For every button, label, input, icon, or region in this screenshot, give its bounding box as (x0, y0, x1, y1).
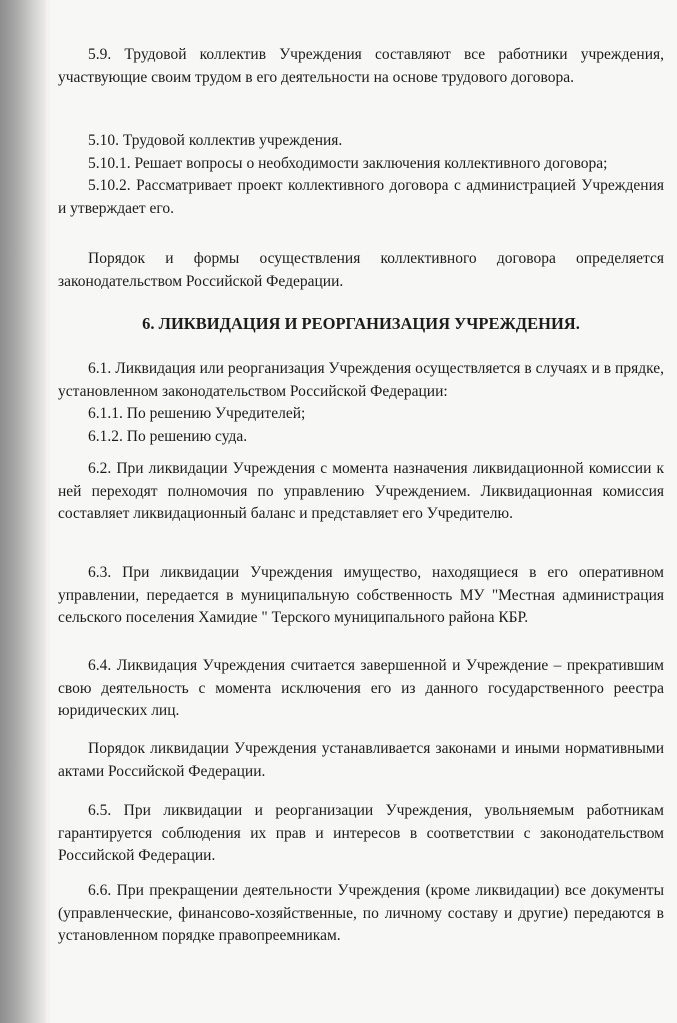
paragraph-6-3: 6.3. При ликвидации Учреждения имущество, находящиеся в его оперативном управлении, передается в муниципальную собственность МУ "Местная администрация сельского поселения Хамидие " Терского муниципального района КБР. (58, 564, 664, 626)
paragraph-5-10-2: 5.10.2. Рассматривает проект коллективного договора с администрацией Учреждения и утверждает его. (58, 177, 664, 217)
paragraph-6-1-2: 6.1.2. По решению суда. (88, 427, 248, 445)
section-order (58, 248, 664, 293)
paragraph-liquidation-order: Порядок ликвидации Учреждения устанавливается законами и иными нормативными актами Российской Федерации. (58, 740, 664, 780)
paragraph-6-1-1: 6.1.1. По решению Учредителей; (88, 405, 306, 422)
section-5-10 (58, 130, 664, 220)
paragraph-6-1: 6.1. Ликвидация или реорганизация Учреждения осуществляется в случаях и в прядке, установленном законодательством Российской Федерации: (58, 360, 664, 400)
paragraph-5-10: 5.10. Трудовой коллектив учреждения. (88, 132, 343, 149)
section-6-2 (58, 458, 664, 526)
paragraph-6-4: 6.4. Ликвидация Учреждения считается завершенной и Учреждение – прекратившим свою деятельность с момента исключения его из данного государственного реестра юридических лиц. (58, 657, 664, 719)
section-liquidation-order (58, 738, 664, 783)
paragraph-order: Порядок и формы осуществления коллективного договора определяется законодательством Российской Федерации. (58, 250, 664, 290)
paragraph-5-9: 5.9. Трудовой коллектив Учреждения составляют все работники учреждения, участвующие своим трудом в его деятельности на основе трудового договора. (58, 46, 664, 86)
paragraph-6-2: 6.2. При ликвидации Учреждения с момента назначения ликвидационной комиссии к ней переходят полномочия по управлению Учреждением. Ликвидационная комиссия составляет ликвидационный баланс и представляет его Учредителю. (58, 460, 664, 522)
paragraph-6-5: 6.5. При ликвидации и реорганизации Учреждения, увольняемым работникам гарантируется соблюдения их прав и интересов в соответствии с законодательством Российской Федерации. (58, 802, 664, 864)
paragraph-5-10-1: 5.10.1. Решает вопросы о необходимости заключения коллективного договора; (88, 154, 608, 172)
section-6-6 (58, 880, 664, 948)
section-6-4 (58, 655, 664, 723)
section-6-heading: 6. ЛИКВИДАЦИЯ И РЕОРГАНИЗАЦИЯ УЧРЕЖДЕНИЯ. (142, 314, 580, 333)
section-6-5 (58, 800, 664, 868)
section-5-9 (58, 44, 664, 89)
scan-shadow-edge (0, 0, 46, 1023)
paragraph-6-6: 6.6. При прекращении деятельности Учреждения (кроме ликвидации) все документы (управленческие, финансово-хозяйственные, по личному составу и другие) передаются в установленном порядке правопреемникам. (58, 882, 664, 944)
section-6-1 (58, 358, 664, 448)
section-6-3 (58, 562, 664, 630)
